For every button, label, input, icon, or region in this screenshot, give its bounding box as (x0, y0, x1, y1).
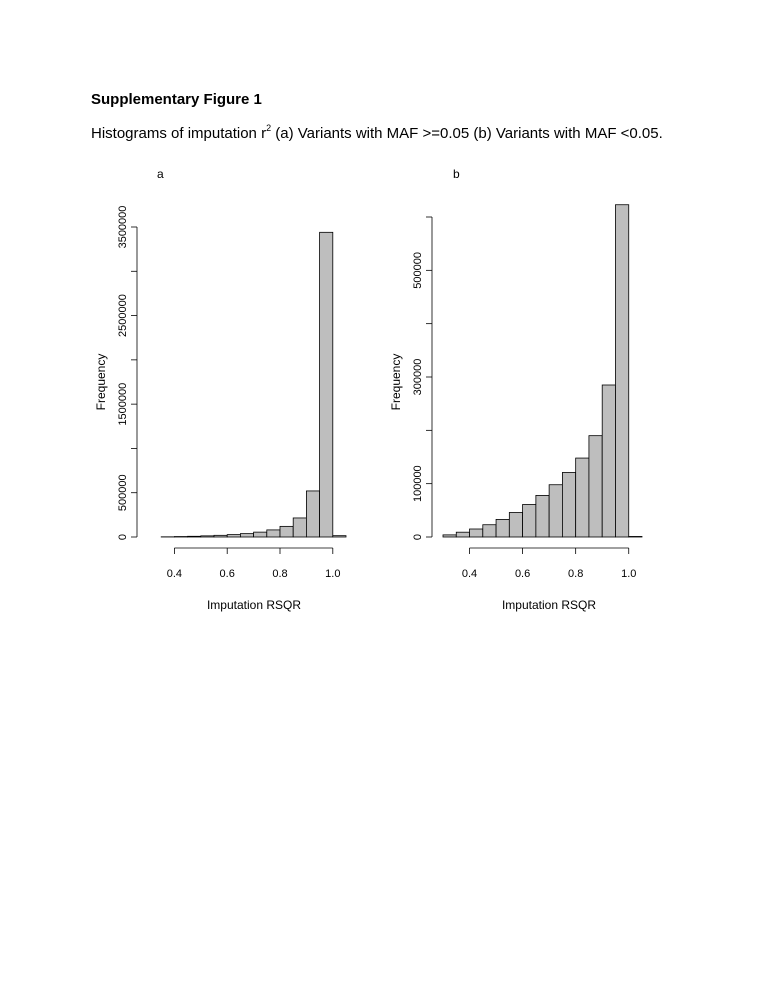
x-tick-label: 0.4 (461, 568, 478, 580)
caption-text-end: (a) Variants with MAF >=0.05 (b) Variants with MAF <0.05. (271, 125, 663, 142)
x-axis-title: Imputation RSQR (501, 598, 597, 612)
histogram-bar (240, 534, 253, 537)
histogram-panel-b (380, 160, 773, 630)
panel-label: a (157, 167, 164, 181)
x-tick-label: 0.4 (166, 568, 183, 580)
histogram-bar (629, 536, 642, 537)
histogram-bar (470, 529, 483, 537)
histogram-bar (496, 519, 509, 537)
histogram-bar (536, 495, 549, 537)
caption-text-start: Histograms of imputation r (91, 125, 267, 142)
histogram-bar (602, 385, 615, 537)
x-tick-label: 1.0 (621, 568, 637, 580)
x-tick-label: 0.6 (514, 568, 531, 580)
histogram-bar (483, 525, 496, 537)
figure-caption (91, 123, 663, 142)
histogram-bar (188, 536, 201, 537)
x-tick-label: 0.6 (219, 568, 235, 580)
histogram-bar (523, 504, 536, 537)
y-axis-title: Frequency (389, 353, 403, 411)
y-tick-label: 500000 (117, 474, 129, 512)
histogram-bar (280, 526, 293, 537)
y-tick-label: 500000 (412, 251, 424, 289)
histogram-bar (267, 530, 280, 537)
y-tick-label: 0 (412, 533, 424, 541)
panel-label: b (453, 167, 460, 181)
histogram-bar (333, 536, 346, 537)
histogram-bar (576, 458, 589, 537)
x-axis-title: Imputation RSQR (206, 598, 302, 612)
caption-superscript: 2 (266, 123, 272, 133)
histogram-bar (254, 532, 267, 537)
histogram-bar (562, 472, 575, 537)
histogram-bar (214, 535, 227, 537)
histogram-bar (615, 205, 628, 537)
y-tick-label: 3500000 (117, 205, 129, 249)
histogram-bar (509, 512, 522, 537)
histogram-panel-a (0, 160, 380, 630)
y-tick-label: 100000 (412, 465, 424, 503)
histogram-bar (293, 518, 306, 537)
x-tick-label: 1.0 (325, 568, 341, 580)
histogram-bar (201, 536, 214, 537)
histogram-bar (456, 532, 469, 537)
y-tick-label: 1500000 (117, 382, 129, 426)
y-axis-title: Frequency (94, 353, 108, 411)
x-tick-label: 0.8 (272, 568, 288, 580)
histogram-bar (589, 436, 602, 537)
y-tick-label: 300000 (412, 358, 424, 396)
figure-title: Supplementary Figure 1 (91, 91, 262, 108)
x-tick-label: 0.8 (568, 568, 584, 580)
histogram-bar (443, 535, 456, 537)
y-tick-label: 2500000 (117, 294, 129, 337)
histogram-bar (549, 485, 562, 537)
histogram-bar (227, 535, 240, 537)
histogram-bar (306, 491, 319, 537)
y-tick-label: 0 (117, 533, 129, 541)
histogram-bar (320, 232, 333, 537)
